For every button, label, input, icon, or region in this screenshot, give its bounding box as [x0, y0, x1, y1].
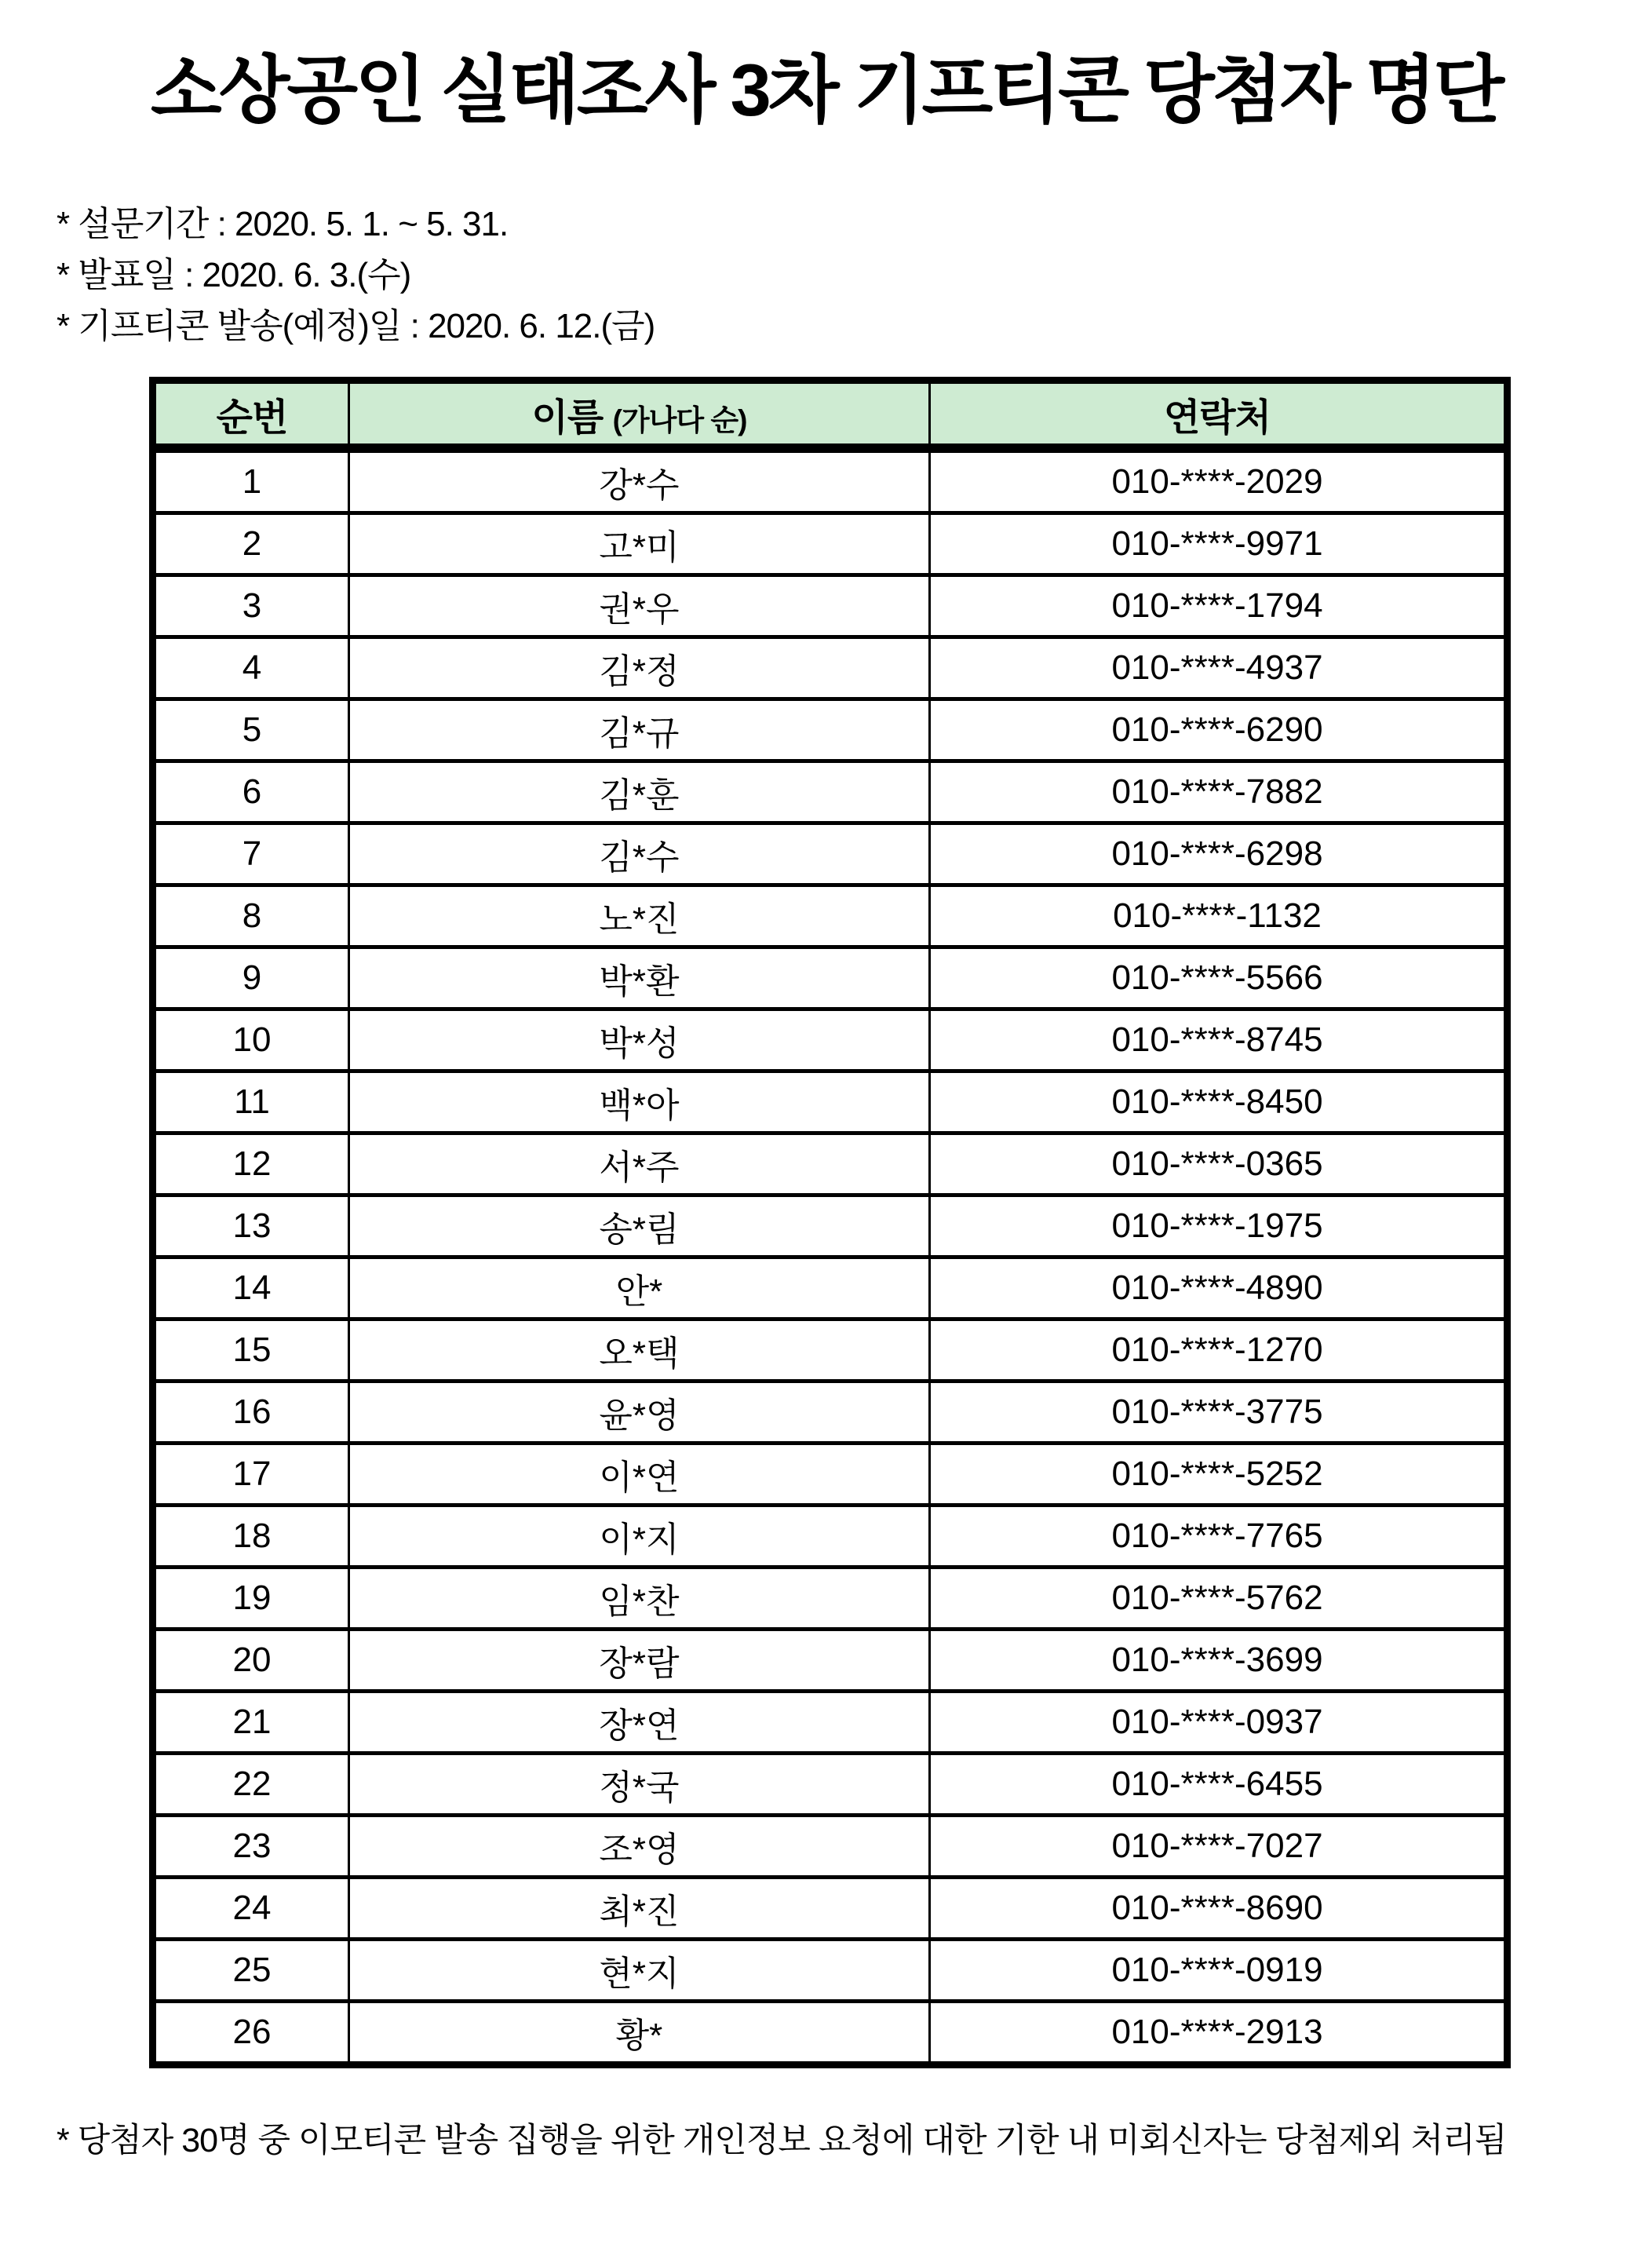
table-row [153, 448, 1508, 513]
table-row [153, 513, 1508, 575]
table-row [153, 1754, 1508, 1816]
winner-contact-cell: 010-****-6290 [930, 699, 1508, 761]
row-number-cell: 21 [153, 1692, 349, 1754]
table-row [153, 885, 1508, 947]
winner-contact-cell: 010-****-9971 [930, 513, 1508, 575]
col-header-contact: 연락처 [930, 381, 1508, 449]
winner-contact-cell: 010-****-2913 [930, 2002, 1508, 2065]
winner-contact-cell: 010-****-0937 [930, 1692, 1508, 1754]
table-body [153, 448, 1508, 2065]
winners-table-container [149, 377, 1504, 2068]
row-number-cell: 10 [153, 1009, 349, 1071]
table-row [153, 699, 1508, 761]
row-number-cell: 1 [153, 448, 349, 513]
row-number-cell: 13 [153, 1195, 349, 1257]
winner-contact-cell: 010-****-5252 [930, 1444, 1508, 1506]
table-row [153, 1940, 1508, 2002]
winner-contact-cell: 010-****-5566 [930, 947, 1508, 1009]
table-row [153, 1630, 1508, 1692]
winner-contact-cell: 010-****-3699 [930, 1630, 1508, 1692]
winner-contact-cell: 010-****-4890 [930, 1257, 1508, 1319]
winner-name-cell: 서*주 [349, 1133, 930, 1195]
row-number-cell: 14 [153, 1257, 349, 1319]
winner-contact-cell: 010-****-8745 [930, 1009, 1508, 1071]
winner-name-cell: 최*진 [349, 1878, 930, 1940]
winner-name-cell: 김*훈 [349, 761, 930, 823]
winner-name-cell: 김*규 [349, 699, 930, 761]
footnote: * 당첨자 30명 중 이모티콘 발송 집행을 위한 개인정보 요청에 대한 기한 내 미회신자는 당첨제외 처리됨 [57, 2122, 1507, 2160]
winner-contact-cell: 010-****-6455 [930, 1754, 1508, 1816]
row-number-cell: 22 [153, 1754, 349, 1816]
note-survey-period: * 설문기간 : 2020. 5. 1. ~ 5. 31. [57, 205, 509, 244]
table-row [153, 1009, 1508, 1071]
winner-contact-cell: 010-****-2029 [930, 448, 1508, 513]
notes-block [57, 199, 1652, 352]
winner-contact-cell: 010-****-1132 [930, 885, 1508, 947]
winner-contact-cell: 010-****-0365 [930, 1133, 1508, 1195]
winner-contact-cell: 010-****-1975 [930, 1195, 1508, 1257]
table-row [153, 1878, 1508, 1940]
winner-name-cell: 장*람 [349, 1630, 930, 1692]
winner-name-cell: 황* [349, 2002, 930, 2065]
col-header-name [349, 381, 930, 449]
row-number-cell: 23 [153, 1816, 349, 1878]
row-number-cell: 12 [153, 1133, 349, 1195]
table-row [153, 1133, 1508, 1195]
col-header-name-main: 이름 [531, 396, 604, 439]
table-row [153, 575, 1508, 637]
winner-contact-cell: 010-****-0919 [930, 1940, 1508, 2002]
table-row [153, 1319, 1508, 1382]
row-number-cell: 19 [153, 1568, 349, 1630]
row-number-cell: 11 [153, 1071, 349, 1133]
table-row [153, 1444, 1508, 1506]
winner-contact-cell: 010-****-7765 [930, 1506, 1508, 1568]
note-announcement-date: * 발표일 : 2020. 6. 3.(수) [57, 256, 411, 295]
col-header-name-sub: (가나다 순) [612, 403, 747, 436]
winner-name-cell: 노*진 [349, 885, 930, 947]
winner-name-cell: 오*택 [349, 1319, 930, 1382]
note-gifticon-send-date: * 기프티콘 발송(예정)일 : 2020. 6. 12.(금) [57, 307, 655, 346]
table-row [153, 1195, 1508, 1257]
winner-name-cell: 장*연 [349, 1692, 930, 1754]
winner-contact-cell: 010-****-7027 [930, 1816, 1508, 1878]
table-row [153, 1071, 1508, 1133]
row-number-cell: 16 [153, 1382, 349, 1444]
table-row [153, 1568, 1508, 1630]
table-row [153, 637, 1508, 699]
table-header [153, 381, 1508, 449]
row-number-cell: 18 [153, 1506, 349, 1568]
winner-contact-cell: 010-****-4937 [930, 637, 1508, 699]
winner-name-cell: 박*환 [349, 947, 930, 1009]
table-row [153, 947, 1508, 1009]
row-number-cell: 9 [153, 947, 349, 1009]
row-number-cell: 2 [153, 513, 349, 575]
winner-name-cell: 권*우 [349, 575, 930, 637]
winner-name-cell: 김*수 [349, 823, 930, 885]
winner-contact-cell: 010-****-8450 [930, 1071, 1508, 1133]
row-number-cell: 17 [153, 1444, 349, 1506]
col-header-number: 순번 [153, 381, 349, 449]
winner-contact-cell: 010-****-1270 [930, 1319, 1508, 1382]
winner-name-cell: 임*찬 [349, 1568, 930, 1630]
winner-name-cell: 안* [349, 1257, 930, 1319]
winner-name-cell: 백*아 [349, 1071, 930, 1133]
page-title: 소상공인 실태조사 3차 기프티콘 당첨자 명단 [150, 49, 1502, 131]
row-number-cell: 3 [153, 575, 349, 637]
winner-contact-cell: 010-****-8690 [930, 1878, 1508, 1940]
row-number-cell: 4 [153, 637, 349, 699]
table-row [153, 1816, 1508, 1878]
table-row [153, 1257, 1508, 1319]
winner-contact-cell: 010-****-1794 [930, 575, 1508, 637]
winner-name-cell: 강*수 [349, 448, 930, 513]
row-number-cell: 5 [153, 699, 349, 761]
winner-name-cell: 윤*영 [349, 1382, 930, 1444]
winners-table [149, 377, 1511, 2068]
table-row [153, 1382, 1508, 1444]
winner-name-cell: 김*정 [349, 637, 930, 699]
row-number-cell: 24 [153, 1878, 349, 1940]
table-row [153, 2002, 1508, 2065]
winner-name-cell: 고*미 [349, 513, 930, 575]
row-number-cell: 7 [153, 823, 349, 885]
table-row [153, 823, 1508, 885]
row-number-cell: 15 [153, 1319, 349, 1382]
winner-name-cell: 조*영 [349, 1816, 930, 1878]
table-row [153, 761, 1508, 823]
row-number-cell: 26 [153, 2002, 349, 2065]
row-number-cell: 20 [153, 1630, 349, 1692]
row-number-cell: 6 [153, 761, 349, 823]
table-row [153, 1692, 1508, 1754]
winner-name-cell: 현*지 [349, 1940, 930, 2002]
winner-name-cell: 이*연 [349, 1444, 930, 1506]
winner-contact-cell: 010-****-7882 [930, 761, 1508, 823]
winner-contact-cell: 010-****-6298 [930, 823, 1508, 885]
header-row [153, 381, 1508, 449]
winner-contact-cell: 010-****-5762 [930, 1568, 1508, 1630]
row-number-cell: 8 [153, 885, 349, 947]
winner-name-cell: 정*국 [349, 1754, 930, 1816]
winner-contact-cell: 010-****-3775 [930, 1382, 1508, 1444]
winner-name-cell: 송*림 [349, 1195, 930, 1257]
row-number-cell: 25 [153, 1940, 349, 2002]
table-row [153, 1506, 1508, 1568]
winner-name-cell: 박*성 [349, 1009, 930, 1071]
winner-name-cell: 이*지 [349, 1506, 930, 1568]
